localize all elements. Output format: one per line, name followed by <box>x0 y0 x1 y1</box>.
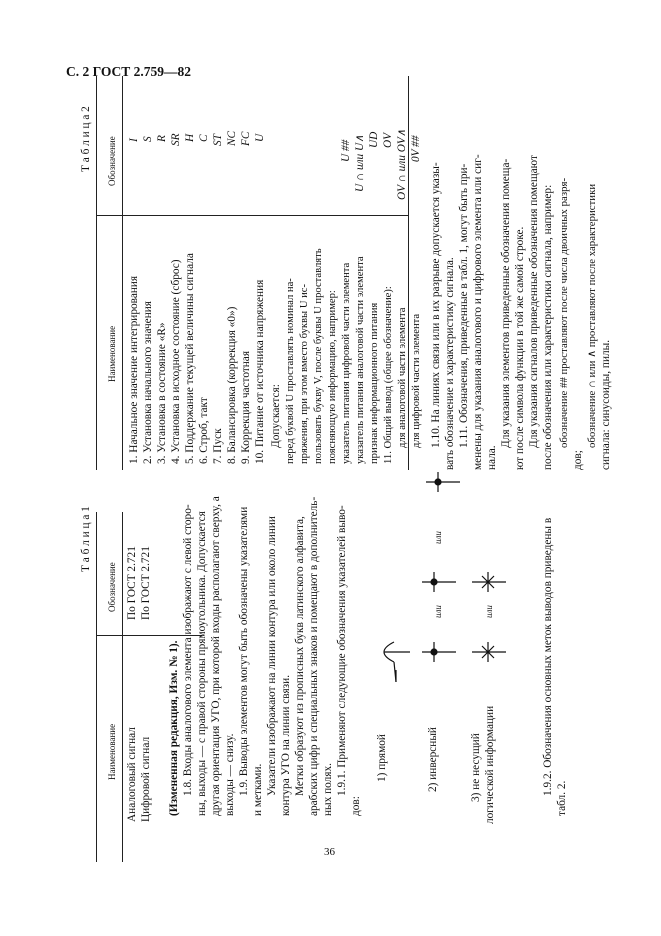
pointer-item-direct: 1) прямой <box>376 734 388 782</box>
text-line: нала. <box>486 445 498 470</box>
table2-extra-designation: UD <box>368 131 380 148</box>
table2-note: для аналоговой части элемента <box>397 307 408 448</box>
text-line: контура УГО на линии связи. <box>280 674 292 816</box>
table2-extra-designation: OV ∩ или OV∧ <box>396 128 408 200</box>
table2-caption: Т а б л и ц а 2 <box>80 106 92 172</box>
text-line: менены для указания аналогового и цифрового элемента или сиг- <box>472 154 484 470</box>
text-line: 1.9. Выводы элементов могут быть обозначены указателями <box>238 506 250 796</box>
table2-extra-designation: OV <box>382 132 394 148</box>
text-line: обозначение ## проставляют после числа двоичных разря- <box>558 177 570 448</box>
text-line: 1.9.1. Применяют следующие обозначения указателей выво- <box>336 505 348 796</box>
text-line: другая ориентация УГО, при которой входы располагают сверху, а <box>210 496 222 816</box>
table2-note: поясняющую информацию, например: <box>327 290 338 464</box>
ili-label: или <box>433 531 443 544</box>
direct-pointer-symbol <box>384 642 410 682</box>
table2-row-name: 6. Строб, такт <box>198 397 210 464</box>
table2-extra-designation: U ## <box>340 139 352 162</box>
table2-note: пользовать букву V, после буквы U проставлять <box>313 248 324 464</box>
text-line: ных полях. <box>322 763 334 816</box>
table2-note: для цифровой части элемента <box>411 313 422 448</box>
nonlogic-pointer-symbol-1 <box>472 642 506 662</box>
table2-row-name: 2. Установка начального значения <box>142 301 154 464</box>
page-number: 36 <box>324 846 335 858</box>
text-line: дов; <box>572 450 584 470</box>
table1-row-designation: По ГОСТ 2.721 <box>140 546 152 620</box>
inverse-pointer-symbol-2 <box>422 572 456 592</box>
table2-row-designation: S <box>142 136 154 142</box>
pointer-item-nonlogic: 3) не несущий <box>470 733 482 802</box>
pointer-item-nonlogic-2: логической информации <box>484 705 496 824</box>
inverse-pointer-symbol-1 <box>422 642 456 662</box>
text-line: арабских цифр и специальных знаков и помещают в дополнитель- <box>308 496 320 816</box>
table2-col-name: Наименование <box>107 325 117 382</box>
text-line: после обозначения или характеристики сигнала, например: <box>542 184 554 470</box>
table2-note: перед буквой U проставлять номинал на- <box>285 278 296 464</box>
table1-col-name: Наименование <box>107 723 117 780</box>
text-line: сигнала: синусоиды, пилы. <box>600 339 612 470</box>
text-line: и метками. <box>252 763 264 816</box>
table2-row-designation: ST <box>212 134 224 146</box>
table2-note: признак информационного питания <box>369 302 380 464</box>
table2-row-designation: U <box>254 133 266 142</box>
text-line: 1.8. Входы аналогового элемента изображают с левой сторо- <box>182 504 194 796</box>
nonlogic-pointer-symbol-2 <box>472 572 506 592</box>
table2-row-name: 4. Установка в исходное состояние (сброс) <box>170 259 182 464</box>
table2-extra-designation: U ∩ или U∧ <box>354 134 366 192</box>
table2-note: пряжения, при этом вместо буквы U ис- <box>299 283 310 464</box>
text-line: Указатели изображают на линии контура или около линии <box>266 516 278 796</box>
table2-row-designation: I <box>128 138 140 142</box>
table2-row-name: 10. Питание от источника напряжения <box>254 279 266 464</box>
table2-row-designation: C <box>198 134 210 142</box>
table2-col-designation: Обозначение <box>107 136 117 186</box>
page-header: С. 2 ГОСТ 2.759—82 <box>66 64 192 79</box>
text-line: выходы — снизу. <box>224 733 236 816</box>
text-line: вать обозначение и характеристику сигнала. <box>444 257 456 470</box>
table1-col-designation: Обозначение <box>107 562 117 612</box>
table2-row-name: 3. Установка в состояние «R» <box>156 322 168 464</box>
text-line: дов: <box>350 796 362 816</box>
text-line: 1.9.2. Обозначения основных меток выводов приведены в <box>542 517 554 796</box>
inverse-pointer-symbol-3 <box>426 472 460 492</box>
table1-row-designation: По ГОСТ 2.721 <box>126 546 138 620</box>
text-line: табл. 2. <box>556 780 568 816</box>
text-line: Для указания сигналов приведенные обозначения помещают <box>528 155 540 448</box>
text-line: 1.10. На линиях связи или в их разрыве допускается указы- <box>430 162 442 448</box>
table1-row-name: Цифровой сигнал <box>140 736 152 822</box>
table2-row-designation: FC <box>240 131 252 146</box>
text-line: 1.11. Обозначения, приведенные в табл. 1, могут быть при- <box>458 163 470 448</box>
table2-row-name: 5. Поддержание текущей величины сигнала <box>184 253 196 464</box>
text-line: обозначение ∩ или ∧ проставляют после характеристики <box>586 183 598 448</box>
ili-label: или <box>433 605 443 618</box>
table2-row-designation: H <box>184 133 196 142</box>
table2-row-designation: SR <box>170 133 182 146</box>
rotated-content <box>70 76 612 862</box>
table1-row-name: Аналоговый сигнал <box>126 727 138 822</box>
table2-note: 11. Общий вывод (общее обозначение): <box>383 286 394 464</box>
text-line: ют после символа функции в той же самой строке. <box>514 226 526 470</box>
table2-row-name: 9. Коррекция частотная <box>240 350 252 464</box>
amendment-note: (Измененная редакция, Изм. № 1). <box>168 640 180 816</box>
table2-row-designation: R <box>156 135 168 142</box>
ili-label: или <box>484 605 494 618</box>
text-line: ны, выходы — с правой стороны прямоугольника. Допускается <box>196 511 208 816</box>
text-line: Метки образуют из прописных букв латинского алфавита, <box>294 516 306 796</box>
table2-row-designation: NC <box>226 130 238 146</box>
table2-row-name: 8. Балансировка (коррекция «0») <box>226 306 238 464</box>
table2-row-name: 1. Начальное значение интегрирования <box>128 275 140 464</box>
table2-note: указатель питания цифровой части элемента <box>341 262 352 464</box>
table1-caption: Т а б л и ц а 1 <box>80 506 92 572</box>
table2-extra-designation: 0V ## <box>410 135 422 162</box>
pointer-item-inverse: 2) инверсный <box>427 727 439 792</box>
text-line: Для указания элементов приведенные обозначения помеща- <box>500 158 512 448</box>
table2-row-name: 7. Пуск <box>212 428 224 464</box>
table2-note: Допускается: <box>270 384 282 448</box>
table2-note: указатель питания аналоговой части элемента <box>355 256 366 464</box>
